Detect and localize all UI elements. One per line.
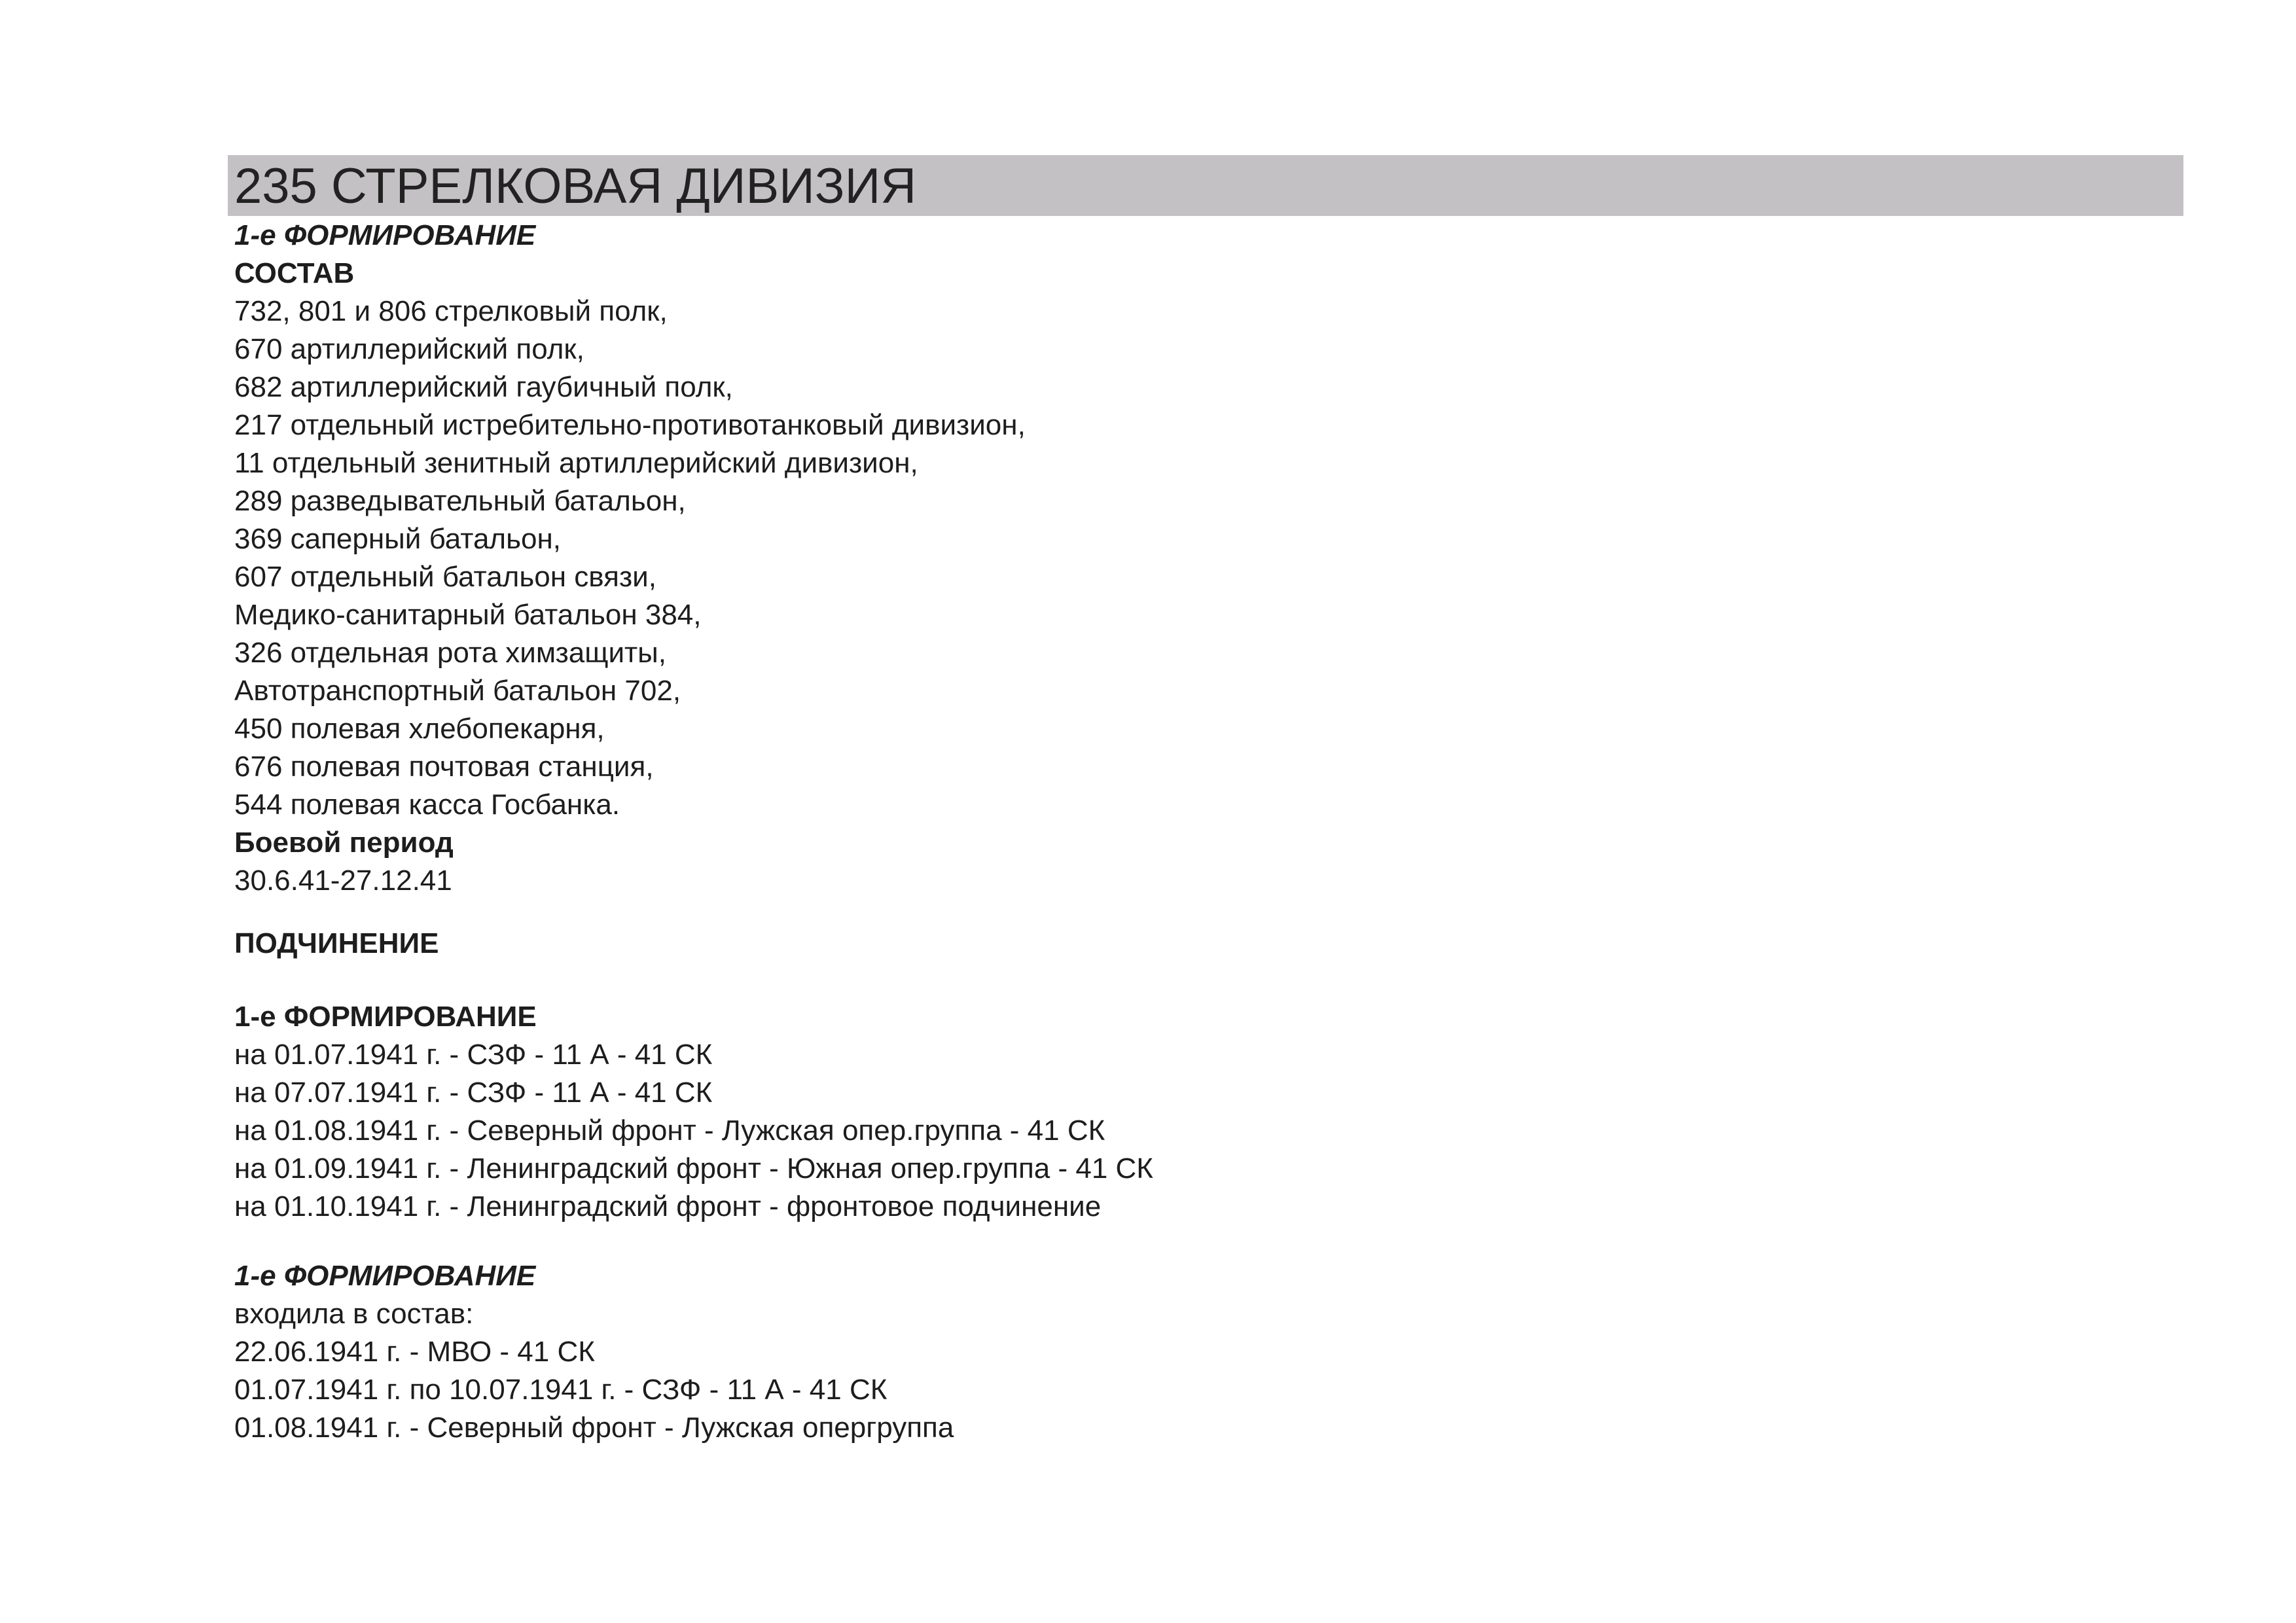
composition-item: Медико-санитарный батальон 384, (234, 599, 702, 631)
title-bar (228, 155, 2183, 216)
composition-item: 732, 801 и 806 стрелковый полк, (234, 295, 668, 327)
composition-item: 217 отдельный истребительно-противотанковый дивизион, (234, 409, 1026, 441)
subordination-item: на 01.08.1941 г. - Северный фронт - Лужская опер.группа - 41 СК (234, 1115, 1105, 1147)
subordination-list (234, 1036, 2172, 1226)
composition-item: 670 артиллерийский полк, (234, 333, 584, 365)
composition-item: 11 отдельный зенитный артиллерийский дивизион, (234, 447, 918, 479)
subordination-formation-heading: 1-е ФОРМИРОВАНИЕ (234, 1001, 537, 1033)
composition-item: 369 саперный батальон, (234, 523, 562, 555)
composition-item: 289 разведывательный батальон, (234, 485, 686, 517)
composition-item: 326 отдельная рота химзащиты, (234, 637, 667, 669)
composition-item: 607 отдельный батальон связи, (234, 561, 656, 593)
composition-item: Автотранспортный батальон 702, (234, 675, 681, 707)
composition-item: 682 артиллерийский гаубичный полк, (234, 371, 733, 403)
subordination-heading: ПОДЧИНЕНИЕ (234, 927, 439, 959)
composition-item: 676 полевая почтовая станция, (234, 751, 654, 783)
page-title: 235 СТРЕЛКОВАЯ ДИВИЗИЯ (234, 158, 917, 214)
subordination-item: на 01.09.1941 г. - Ленинградский фронт - Южная опер.группа - 41 СК (234, 1152, 1153, 1185)
composition-item: 544 полевая касса Госбанка. (234, 789, 620, 821)
combat-period-dates: 30.6.41-27.12.41 (234, 865, 452, 897)
subordination-item: на 01.07.1941 г. - СЗФ - 11 А - 41 СК (234, 1039, 713, 1071)
composition-item: 450 полевая хлебопекарня, (234, 713, 605, 745)
included-item: 01.08.1941 г. - Северный фронт - Лужская опергруппа (234, 1412, 954, 1444)
included-intro: входила в состав: (234, 1298, 474, 1330)
included-list (234, 1333, 2172, 1447)
included-item: 22.06.1941 г. - МВО - 41 СК (234, 1336, 595, 1368)
subordination-item: на 07.07.1941 г. - СЗФ - 11 А - 41 СК (234, 1077, 713, 1109)
composition-list (234, 293, 2172, 824)
included-formation-heading: 1-е ФОРМИРОВАНИЕ (234, 1260, 536, 1292)
formation-1-heading: 1-е ФОРМИРОВАНИЕ (234, 219, 536, 251)
subordination-item: на 01.10.1941 г. - Ленинградский фронт - фронтовое подчинение (234, 1190, 1102, 1222)
composition-heading: СОСТАВ (234, 257, 355, 289)
included-item: 01.07.1941 г. по 10.07.1941 г. - СЗФ - 11 А - 41 СК (234, 1374, 888, 1406)
document-content (234, 217, 2172, 1447)
combat-period-heading: Боевой период (234, 827, 454, 859)
